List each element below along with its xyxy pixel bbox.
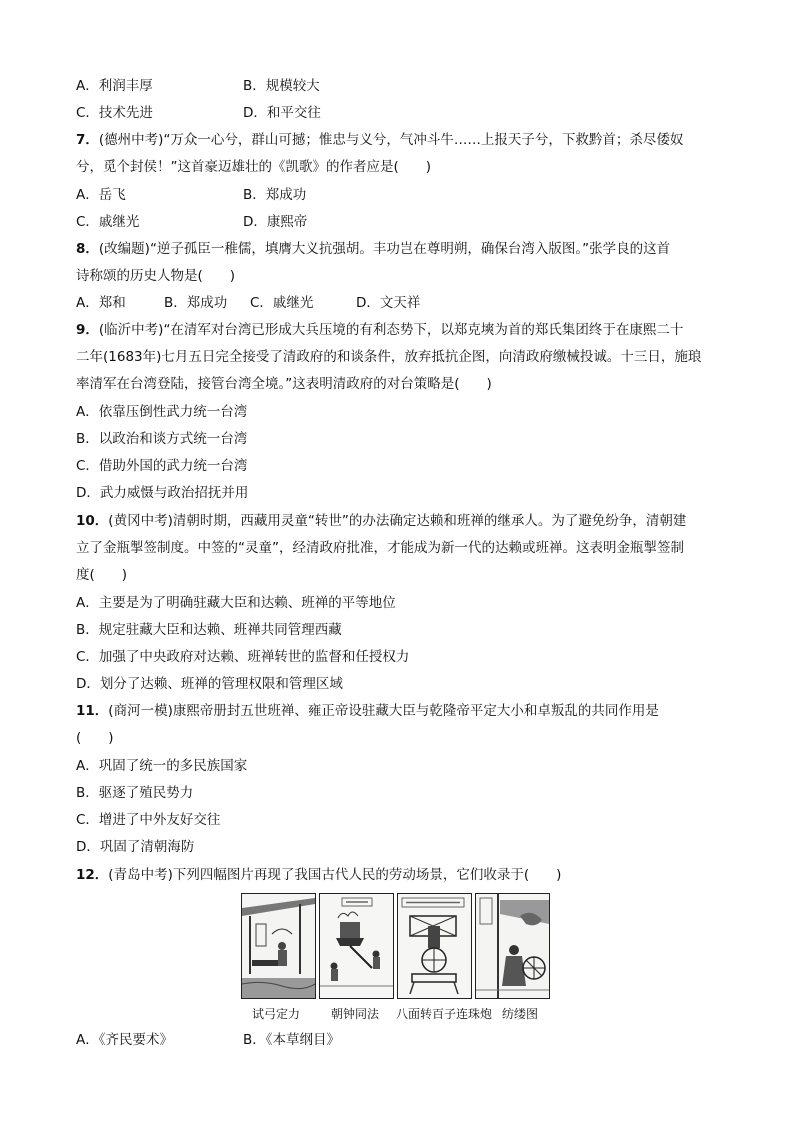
- q12-caption-4: 纺缕图: [502, 1007, 539, 1021]
- q9-number: 9．: [76, 322, 99, 338]
- q12-stem-line-1: [76, 865, 561, 885]
- q8-option-b[interactable]: B．郑成功: [164, 295, 228, 311]
- q12-option-b[interactable]: B．《本草纲目》: [243, 1032, 341, 1048]
- q9-option-a[interactable]: A．依靠压倒性武力统一台湾: [76, 404, 248, 420]
- q8-stem-line-1: [76, 239, 670, 259]
- q11-option-d[interactable]: D．巩固了清朝海防: [76, 839, 195, 855]
- q8-option-a[interactable]: A．郑和: [76, 295, 126, 311]
- q12-option-a[interactable]: A．《齐民要术》: [76, 1032, 173, 1048]
- q11-stem-line-2: ( ): [76, 730, 114, 746]
- q11-stem-text: (商河一模)康熙帝册封五世班禅、雍正帝设驻藏大臣与乾隆帝平定大小和卓叛乱的共同作用是: [108, 703, 659, 719]
- q7-stem-line-1: [76, 130, 683, 150]
- q8-stem-line-2: 诗称颂的历史人物是( ): [76, 268, 236, 284]
- q10-number: 10．: [76, 513, 109, 529]
- q9-option-d[interactable]: D．武力威慑与政治招抚并用: [76, 485, 249, 501]
- q9-stem-line-3: 率清军在台湾登陆，接管台湾全境。”这表明清政府的对台策略是( ): [76, 376, 492, 392]
- q12-number: 12．: [76, 867, 109, 883]
- q10-option-d[interactable]: D．划分了达赖、班禅的管理权限和管理区域: [76, 676, 343, 692]
- q6-option-d[interactable]: D．和平交往: [243, 105, 321, 121]
- q6-option-c[interactable]: C．技术先进: [76, 105, 153, 121]
- q8-number: 8．: [76, 241, 99, 257]
- q7-option-a[interactable]: A．岳飞: [76, 187, 126, 203]
- q8-option-c[interactable]: C．戚继光: [250, 295, 314, 311]
- q7-stem-line-2: 兮，觅个封侯！”这首豪迈雄壮的《凯歌》的作者应是( ): [76, 159, 432, 175]
- q12-caption-3: 八面转百子连珠炮: [396, 1007, 493, 1021]
- q7-number: 7．: [76, 132, 99, 148]
- q11-option-a[interactable]: A．巩固了统一的多民族国家: [76, 758, 248, 774]
- q12-image-bow-testing: [241, 893, 316, 999]
- q8-option-d[interactable]: D．文天祥: [356, 295, 421, 311]
- q12-caption-2: 朝钟同法: [331, 1007, 380, 1021]
- q12-image-cannon: [397, 893, 472, 999]
- q11-number: 11．: [76, 703, 109, 719]
- q10-option-c[interactable]: C．加强了中央政府对达赖、班禅转世的监督和任授权力: [76, 649, 410, 665]
- q6-option-a[interactable]: A．利润丰厚: [76, 78, 153, 94]
- q10-stem-line-3: 度( ): [76, 567, 128, 583]
- q12-caption-1: 试弓定力: [252, 1007, 301, 1021]
- q9-stem-text: (临沂中考)“在清军对台湾已形成大兵压境的有利态势下，以郑克塽为首的郑氏集团终于在康熙二十: [98, 322, 684, 338]
- q10-stem-line-2: 立了金瓶掣签制度。中签的“灵童”，经清政府批准，才能成为新一代的达赖或班禅。这表明金瓶掣签制: [76, 540, 684, 556]
- q10-stem-line-1: [76, 511, 686, 531]
- q11-option-c[interactable]: C．增进了中外友好交往: [76, 812, 221, 828]
- q10-option-b[interactable]: B．规定驻藏大臣和达赖、班禅共同管理西藏: [76, 622, 342, 638]
- q11-stem-line-1: [76, 701, 659, 721]
- q8-stem-text: (改编题)“逆子孤臣一稚儒，填膺大义抗强胡。丰功岂在尊明朔，确保台湾入版图。”张学良的这首: [98, 241, 671, 257]
- q7-option-b[interactable]: B．郑成功: [243, 187, 307, 203]
- q10-stem-text: (黄冈中考)清朝时期，西藏用灵童“转世”的办法确定达赖和班禅的继承人。为了避免纷争，清朝建: [108, 513, 687, 529]
- q12-image-bell-casting: [319, 893, 394, 999]
- q12-stem-text: (青岛中考)下列四幅图片再现了我国古代人民的劳动场景，它们收录于( ): [108, 867, 562, 883]
- q6-option-b[interactable]: B．规模较大: [243, 78, 320, 94]
- q9-stem-line-2: 二年(1683年)七月五日完全接受了清政府的和谈条件，放弃抵抗企图，向清政府缴械投诚。十三日，施琅: [76, 349, 702, 365]
- q9-option-c[interactable]: C．借助外国的武力统一台湾: [76, 458, 248, 474]
- q9-option-b[interactable]: B．以政治和谈方式统一台湾: [76, 431, 248, 447]
- q7-stem-text: (德州中考)“万众一心兮，群山可撼；惟忠与义兮，气冲斗牛……上报天子兮，下救黔首；杀尽倭奴: [98, 132, 684, 148]
- q7-option-d[interactable]: D．康熙帝: [243, 214, 308, 230]
- q7-option-c[interactable]: C．戚继光: [76, 214, 140, 230]
- q9-stem-line-1: [76, 320, 683, 340]
- q11-option-b[interactable]: B．驱逐了殖民势力: [76, 785, 194, 801]
- q12-image-spinning: [475, 893, 550, 999]
- q10-option-a[interactable]: A．主要是为了明确驻藏大臣和达赖、班禅的平等地位: [76, 595, 396, 611]
